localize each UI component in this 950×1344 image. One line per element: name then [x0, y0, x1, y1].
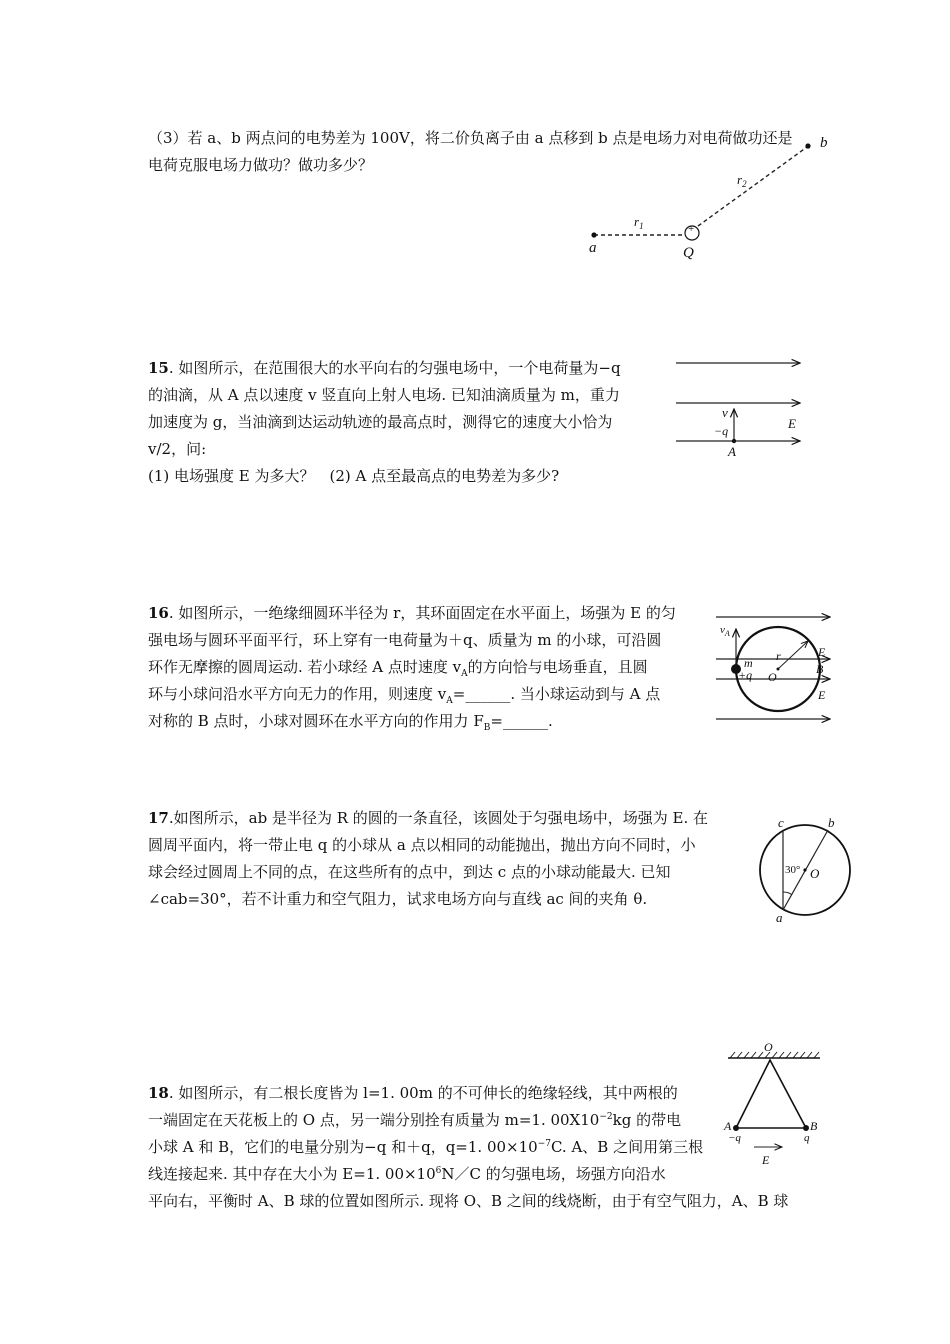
label-r1: $r_1$	[634, 214, 644, 231]
q18-number: 18	[148, 1084, 169, 1102]
q16-line-2: 强电场与圆环平面平行，环上穿有一电荷量为＋q、质量为 m 的小球，可沿圆	[148, 631, 662, 649]
label-r: r	[776, 649, 781, 663]
point-a	[591, 232, 596, 237]
q18-line-5: 平向右，平衡时 A、B 球的位置如图所示. 现将 O、B 之间的线烧断，由于有空气阻力，A、B 球	[148, 1192, 789, 1210]
label-A: A	[724, 1119, 732, 1133]
label-plus-q: +q	[738, 668, 753, 682]
q15-figure	[672, 355, 812, 459]
q17-number: 17	[148, 809, 169, 827]
q17-text	[148, 805, 708, 913]
q18-line-4: 线连接起来. 其中存在大小为 E=1. $00\times 10^6N/C$ 的匀强电场，场强方向沿水	[148, 1165, 666, 1183]
q18-figure	[724, 1040, 834, 1170]
label-a: a	[776, 910, 783, 925]
q15-text	[148, 355, 621, 490]
q16-text	[148, 600, 676, 735]
label-a: a	[589, 240, 597, 256]
q18-text	[148, 1080, 788, 1215]
label-E: E	[788, 416, 796, 431]
q16-line-4: 环与小球问沿水平方向无力的作用，则速度 $v_A=\_\_\_\_\_\_$. 当小球运动到与 A 点	[148, 685, 661, 706]
q15-line-4: v/2，问:	[148, 440, 207, 458]
q16-line-3: 环作无摩擦的圆周运动. 若小球经 A 点时速度 $v_A$的方向恰与电场垂直，且圆	[148, 658, 648, 679]
q16-line-5: 对称的 B 点时，小球对圆环在水平方向的作用力 $F_B=\_\_\_\_\_\_$.	[148, 712, 553, 733]
q17-line-2: 圆周平面内，将一带止电 q 的小球从 a 点以相同的动能抛出，抛出方向不同时，小	[148, 836, 696, 854]
label-O: O	[768, 670, 777, 684]
label-q: q	[804, 1132, 810, 1144]
center-O	[777, 668, 780, 671]
label-b: b	[820, 135, 828, 151]
q16-line-1: 16. 如图所示，一绝缘细圆环半径为 r，其环面固定在水平面上，场强为 E 的匀	[148, 604, 676, 622]
label-E-bottom: E	[818, 688, 826, 702]
label-O: O	[764, 1040, 773, 1054]
ball-A	[733, 1125, 739, 1131]
q17-line-1: 17.如图所示，ab 是半径为 R 的圆的一条直径，该圆处于匀强电场中，场强为 E. 在	[148, 809, 709, 827]
label-B: B	[810, 1119, 818, 1133]
q3-figure	[580, 125, 840, 275]
q3-line-1: （3）若 a、b 两点问的电势差为 100V，将二价负离子由 a 点移到 b 点是电场力对电荷做功还是	[148, 129, 793, 147]
label-minus-q: −q	[714, 424, 729, 438]
q15-line-5: (1) 电场强度 E 为多大？ (2) A 点至最高点的电势差为多少?	[148, 467, 560, 485]
q15-line-2: 的油滴，从 A 点以速度 v 竖直向上射人电场. 已知油滴质量为 m，重力	[148, 386, 620, 404]
label-r2: $r_2$	[737, 172, 747, 189]
q3-line-2: 电荷克服电场力做功？做功多少？	[148, 156, 374, 174]
ball-B	[803, 1125, 809, 1131]
center-O	[803, 868, 806, 871]
q16-number: 16	[148, 604, 169, 622]
q17-line-4: ∠cab=30°，若不计重力和空气阻力，试求电场方向与直线 ac 间的夹角 θ.	[148, 890, 648, 908]
q15-number: 15	[148, 359, 169, 377]
label-E: E	[762, 1153, 770, 1167]
q15-line-3: 加速度为 g，当油滴到达运动轨迹的最高点时，测得它的速度大小恰为	[148, 413, 613, 431]
q17-figure	[752, 812, 862, 932]
label-Q: Q	[683, 245, 694, 261]
q15-line-1: 15. 如图所示，在范围很大的水平向右的匀强电场中，一个电荷量为−q	[148, 359, 621, 377]
label-m: m	[744, 656, 753, 670]
point-b	[805, 143, 810, 148]
label-30deg: 30°	[785, 864, 801, 876]
charge-plus-sign: +	[688, 223, 695, 235]
label-O: O	[810, 866, 820, 881]
q18-line-2: 一端固定在天花板上的 O 点，另一端分别拴有质量为 m=1. $00X10^{-2}kg$ 的带电	[148, 1111, 682, 1129]
q17-line-3: 球会经过圆周上不同的点，在这些所有的点中，到达 c 点的小球动能最大. 已知	[148, 863, 671, 881]
q18-line-1: 18. 如图所示，有二根长度皆为 l=1. 00m 的不可伸长的绝缘轻线，其中两根的	[148, 1084, 678, 1102]
label-vA: $v_A$	[720, 624, 730, 638]
label-E-top: E	[818, 645, 826, 659]
q16-figure	[712, 605, 842, 725]
label-A: A	[728, 444, 736, 459]
label-B: B	[816, 662, 824, 676]
label-b: b	[828, 815, 835, 830]
label-v: v	[722, 405, 728, 420]
label-c: c	[778, 815, 784, 830]
label-minus-q: −q	[728, 1132, 741, 1144]
oil-drop	[732, 439, 736, 443]
q18-line-3: 小球 A 和 B，它们的电量分别为−q 和＋q，q=1. $00\times 10^{-7}C$. A、B 之间用第三根	[148, 1138, 704, 1156]
